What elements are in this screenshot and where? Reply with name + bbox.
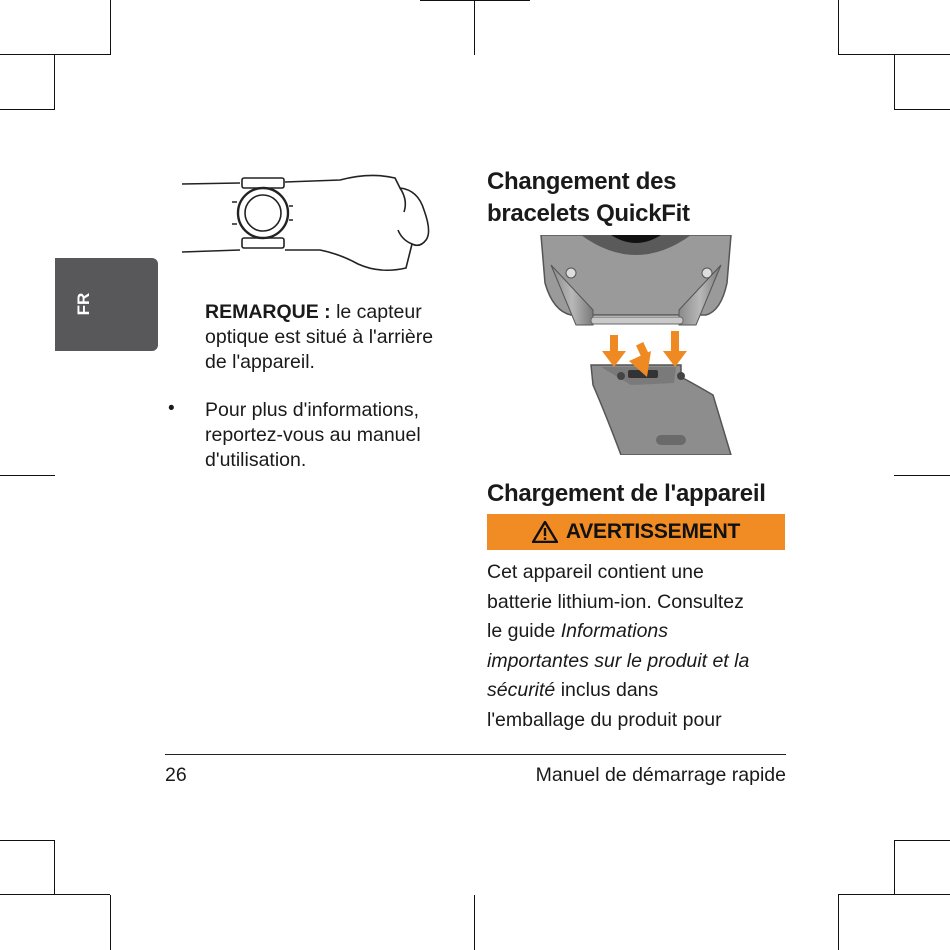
note-paragraph — [205, 300, 470, 375]
warning-label: AVERTISSEMENT — [565, 520, 741, 543]
wrist-watch-illustration — [180, 170, 440, 280]
paragraph-text: le guide — [487, 620, 561, 642]
bullet-symbol: • — [168, 398, 175, 419]
paragraph-text: Cet appareil contient une — [487, 561, 704, 583]
note-text: de l'appareil. — [205, 351, 315, 373]
note-text: le capteur — [330, 301, 422, 323]
footer-rule — [165, 754, 786, 755]
paragraph-italic: Informations — [560, 620, 669, 642]
bullet-text: reportez-vous au manuel — [205, 424, 421, 446]
bullet-text: Pour plus d'informations, — [205, 399, 419, 421]
warning-triangle-icon — [532, 521, 558, 543]
paragraph-text: batterie lithium-ion. Consultez — [487, 590, 744, 613]
section-heading-charging: Chargement de l'appareil — [487, 480, 766, 507]
heading-line: Changement des — [487, 168, 677, 195]
paragraph-italic: importantes sur le produit et la — [487, 649, 750, 672]
heading-line: bracelets QuickFit — [487, 200, 690, 227]
paragraph-text: inclus dans — [555, 679, 659, 701]
document-title: Manuel de démarrage rapide — [535, 764, 786, 786]
language-tab — [55, 258, 158, 351]
section-heading-quickfit — [487, 166, 690, 230]
warning-banner — [487, 514, 785, 550]
paragraph-italic: sécurité — [487, 679, 556, 701]
bullet-text: d'utilisation. — [205, 449, 307, 471]
bullet-item — [205, 398, 470, 473]
warning-paragraph — [487, 558, 787, 735]
note-text: optique est situé à l'arrière — [205, 326, 434, 348]
page-number: 26 — [165, 764, 187, 786]
quickfit-band-illustration — [481, 235, 786, 455]
paragraph-text: l'emballage du produit pour — [487, 708, 722, 731]
language-tab-label: FR — [74, 292, 93, 316]
note-label: REMARQUE : — [205, 301, 331, 323]
